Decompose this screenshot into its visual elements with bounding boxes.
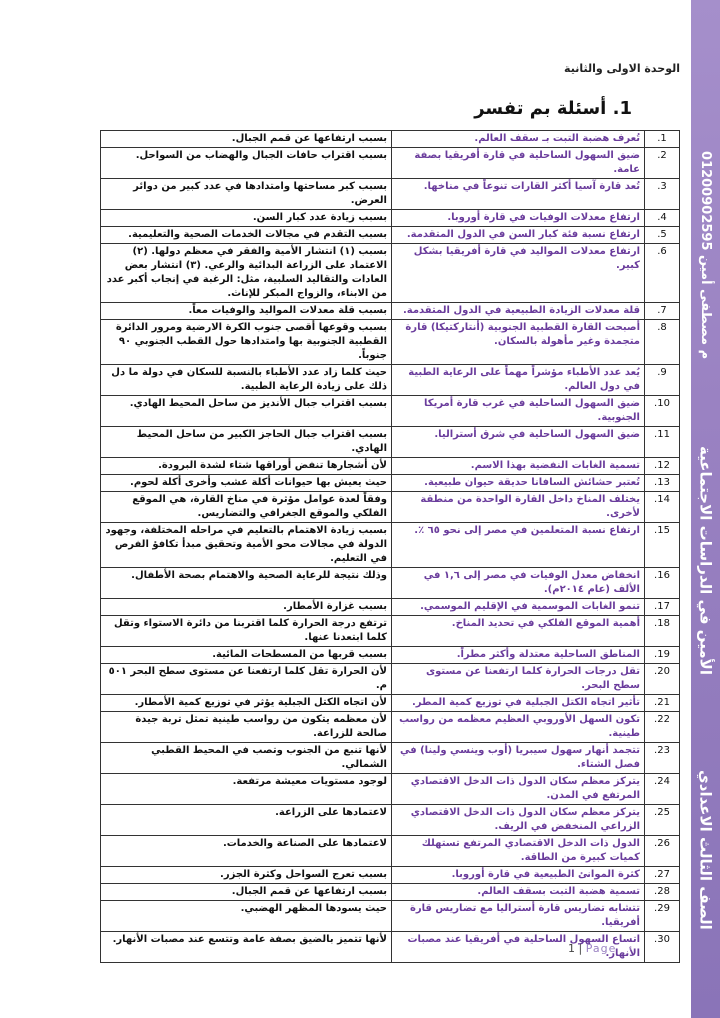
question-cell: ارتفاع معدلات المواليد في قارة أفريقيا بشكل كبير. — [392, 244, 645, 303]
table-row — [101, 365, 680, 396]
table-row — [101, 131, 680, 148]
table-row — [101, 599, 680, 616]
question-cell: تتجمد أنهار سهول سيبريا (أوب وينسي ولينا) في فصل الشتاء. — [392, 743, 645, 774]
answer-cell: حيث يسودها المظهر الهضبي. — [101, 901, 392, 932]
question-cell: أهمية الموقع الفلكي في تحديد المناخ. — [392, 616, 645, 647]
row-number: 2. — [645, 148, 680, 179]
question-cell: تكون السهل الأوروبي العظيم معظمه من رواسب طينية. — [392, 712, 645, 743]
row-number: 9. — [645, 365, 680, 396]
question-cell: تُعتبر حشائش السافانا حديقة حيوان طبيعية. — [392, 475, 645, 492]
table-row — [101, 647, 680, 664]
table-row — [101, 616, 680, 647]
table-row — [101, 743, 680, 774]
row-number: 6. — [645, 244, 680, 303]
table-row — [101, 475, 680, 492]
question-cell: كثرة الموانئ الطبيعية في قارة أوروبا. — [392, 867, 645, 884]
answer-cell: لاعتمادها على الزراعة. — [101, 805, 392, 836]
row-number: 27. — [645, 867, 680, 884]
question-cell: ارتفاع معدلات الوفيات في قارة أوروبا. — [392, 210, 645, 227]
table-row — [101, 427, 680, 458]
row-number: 12. — [645, 458, 680, 475]
table-row — [101, 695, 680, 712]
row-number: 26. — [645, 836, 680, 867]
table-row — [101, 210, 680, 227]
row-number: 22. — [645, 712, 680, 743]
row-number: 19. — [645, 647, 680, 664]
answer-cell: بسبب اقتراب جبال الحاجز الكبير من ساحل المحيط الهادي. — [101, 427, 392, 458]
row-number: 10. — [645, 396, 680, 427]
answer-cell: بسبب اقتراب حافات الجبال والهضاب من السواحل. — [101, 148, 392, 179]
table-row — [101, 244, 680, 303]
row-number: 29. — [645, 901, 680, 932]
table-row — [101, 523, 680, 568]
row-number: 8. — [645, 320, 680, 365]
row-number: 21. — [645, 695, 680, 712]
row-number: 7. — [645, 303, 680, 320]
question-cell: انخفاض معدل الوفيات في مصر إلى ١,٦ في الألف (عام ٢٠١٤م). — [392, 568, 645, 599]
table-row — [101, 227, 680, 244]
question-cell: تقل درجات الحرارة كلما ارتفعنا عن مستوى سطح البحر. — [392, 664, 645, 695]
answer-cell: بسبب زيادة الاهتمام بالتعليم في مراحله المختلفة، وجهود الدولة في مجالات محو الأمية وتحقيق مبدأ تكافؤ الفرص في التعليم. — [101, 523, 392, 568]
question-cell: ضيق السهول الساحلية في شرق أستراليا. — [392, 427, 645, 458]
table-row — [101, 664, 680, 695]
page-separator: | — [575, 942, 586, 955]
table-row — [101, 148, 680, 179]
question-cell: الدول ذات الدخل الاقتصادي المرتفع تستهلك كميات كبيرة من الطاقة. — [392, 836, 645, 867]
sidebar-overlay — [691, 0, 720, 1018]
sidebar-subject: الأمين في الدراسات الاجتماعية — [696, 445, 715, 675]
row-number: 18. — [645, 616, 680, 647]
row-number: 14. — [645, 492, 680, 523]
answer-cell: ترتفع درجة الحرارة كلما اقتربنا من دائرة الاستواء وتقل كلما ابتعدنا عنها. — [101, 616, 392, 647]
table-row — [101, 901, 680, 932]
table-row — [101, 303, 680, 320]
answer-cell: بسبب وقوعها أقصى جنوب الكرة الارضية ومرور الدائرة القطبية الجنوبية بها وامتدادها حول القطب الجنوبي ٩٠ جنوباً. — [101, 320, 392, 365]
answer-cell: لأن معظمه يتكون من رواسب طينية تمثل تربة جيدة صالحة للزراعة. — [101, 712, 392, 743]
question-cell: يُعد عدد الأطباء مؤشراً مهماً على الرعاية الطبية في دول العالم. — [392, 365, 645, 396]
row-number: 13. — [645, 475, 680, 492]
answer-cell: بسبب كبر مساحتها وامتدادها في عدد كبير من دوائر العرض. — [101, 179, 392, 210]
question-cell: تتشابه تضاريس قارة أستراليا مع تضاريس قارة أفريقيا. — [392, 901, 645, 932]
question-cell: قلة معدلات الزيادة الطبيعية في الدول المتقدمة. — [392, 303, 645, 320]
question-cell: تسمية الغابات النفضية بهذا الاسم. — [392, 458, 645, 475]
answer-cell: لأن اتجاه الكتل الجبلية يؤثر في توزيع كمية الأمطار. — [101, 695, 392, 712]
answer-cell: لوجود مستويات معيشة مرتفعة. — [101, 774, 392, 805]
question-cell: يتركز معظم سكان الدول ذات الدخل الاقتصادي الزراعي المنخفض في الريف. — [392, 805, 645, 836]
answer-cell: لأنها تتميز بالضيق بصفة عامة وتتسع عند مصبات الأنهار. — [101, 932, 392, 963]
page-label: Page — [585, 942, 617, 955]
answer-cell: وفقاً لعدة عوامل مؤثرة في مناخ القارة، هي الموقع الفلكي والموقع الجغرافي والتضاريس. — [101, 492, 392, 523]
row-number: 28. — [645, 884, 680, 901]
question-cell: يتركز معظم سكان الدول ذات الدخل الاقتصادي المرتفع في المدن. — [392, 774, 645, 805]
row-number: 4. — [645, 210, 680, 227]
table-row — [101, 179, 680, 210]
row-number: 25. — [645, 805, 680, 836]
answer-cell: بسبب ارتفاعها عن قمم الجبال. — [101, 131, 392, 148]
table-row — [101, 712, 680, 743]
row-number: 15. — [645, 523, 680, 568]
answer-cell: لأنها تنبع من الجنوب وتصب في المحيط القطبي الشمالي. — [101, 743, 392, 774]
row-number: 24. — [645, 774, 680, 805]
question-cell: تُعرف هضبة التبت بـ سقف العالم. — [392, 131, 645, 148]
answer-cell: بسبب تعرج السواحل وكثرة الجزر. — [101, 867, 392, 884]
table-row — [101, 774, 680, 805]
table-row — [101, 836, 680, 867]
question-cell: اتساع السهول الساحلية في أفريقيا عند مصبات الأنهار. — [392, 932, 645, 963]
question-cell: تنمو الغابات الموسمية في الإقليم الموسمي. — [392, 599, 645, 616]
answer-cell: بسبب غزارة الأمطار. — [101, 599, 392, 616]
question-cell: ارتفاع نسبة فئة كبار السن في الدول المتقدمة. — [392, 227, 645, 244]
row-number: 23. — [645, 743, 680, 774]
question-cell: ضيق السهول الساحلية في غرب قارة أمريكا الجنوبية. — [392, 396, 645, 427]
page-number: 1 — [568, 942, 575, 955]
unit-header: الوحدة الاولى والثانية — [564, 62, 680, 75]
sidebar-grade: الصف الثالث الاعدادي — [696, 770, 715, 930]
row-number: 16. — [645, 568, 680, 599]
page-footer — [568, 942, 616, 955]
answer-cell: بسبب التقدم في مجالات الخدمات الصحية والتعليمية. — [101, 227, 392, 244]
questions-table — [100, 130, 680, 963]
answer-cell: بسبب ارتفاعها عن قمم الجبال. — [101, 884, 392, 901]
row-number: 11. — [645, 427, 680, 458]
answer-cell: بسبب (١) انتشار الأمية والفقر في معظم دولها. (٢) الاعتماد على الزراعة البدائية والرعي. (٣) انتشار بعض العادات والتقاليد السلبية، مثل: الرغبة في إنجاب أكبر عدد من الابناء، والزواج المبكر للإناث. — [101, 244, 392, 303]
question-cell: تسمية هضبة التبت بسقف العالم. — [392, 884, 645, 901]
row-number: 20. — [645, 664, 680, 695]
question-cell: ضيق السهول الساحلية في قارة أفريقيا بصفة عامة. — [392, 148, 645, 179]
question-cell: يختلف المناخ داخل القارة الواحدة من منطقة لأخرى. — [392, 492, 645, 523]
table-row — [101, 867, 680, 884]
row-number: 1. — [645, 131, 680, 148]
section-title: 1. أسئلة بم تفسر — [474, 98, 632, 119]
answer-cell: بسبب قربها من المسطحات المائية. — [101, 647, 392, 664]
row-number: 5. — [645, 227, 680, 244]
question-cell: المناطق الساحلية معتدلة وأكثر مطراً. — [392, 647, 645, 664]
row-number: 3. — [645, 179, 680, 210]
table-row — [101, 805, 680, 836]
answer-cell: بسبب زيادة عدد كبار السن. — [101, 210, 392, 227]
answer-cell: لاعتمادها على الصناعة والخدمات. — [101, 836, 392, 867]
answer-cell: حيث كلما زاد عدد الأطباء بالنسبة للسكان في دولة ما دل ذلك على زيادة الرعاية الطبية. — [101, 365, 392, 396]
question-cell: تأثير اتجاه الكتل الجبلية في توزيع كمية المطر. — [392, 695, 645, 712]
table-row — [101, 492, 680, 523]
answer-cell: لأن أشجارها تنفض أوراقها شتاء لشدة البرودة. — [101, 458, 392, 475]
answer-cell: بسبب قلة معدلات المواليد والوفيات معاً. — [101, 303, 392, 320]
table-row — [101, 458, 680, 475]
question-cell: أصبحت القارة القطبية الجنوبية (أنتاركتيكا) قارة متجمدة وغير مأهولة بالسكان. — [392, 320, 645, 365]
table-row — [101, 320, 680, 365]
answer-cell: وذلك نتيجة للرعاية الصحية والاهتمام بصحة الأطفال. — [101, 568, 392, 599]
answer-cell: بسبب اقتراب جبال الأنديز من ساحل المحيط الهادي. — [101, 396, 392, 427]
question-cell: تُعد قارة آسيا أكثر القارات تنوعاً في مناخها. — [392, 179, 645, 210]
answer-cell: لأن الحرارة تقل كلما ارتفعنا عن مستوى سطح البحر ٥٠١ م. — [101, 664, 392, 695]
row-number: 17. — [645, 599, 680, 616]
table-row — [101, 568, 680, 599]
answer-cell: حيث يعيش بها حيوانات أكلة عشب وأخرى أكلة لحوم. — [101, 475, 392, 492]
table-row — [101, 884, 680, 901]
table-row — [101, 396, 680, 427]
row-number: 30. — [645, 932, 680, 963]
sidebar-phone: م مصطفى أمين 01200902595 — [698, 150, 713, 360]
question-cell: ارتفاع نسبة المتعلمين في مصر إلى نحو ٦٥ ٪. — [392, 523, 645, 568]
